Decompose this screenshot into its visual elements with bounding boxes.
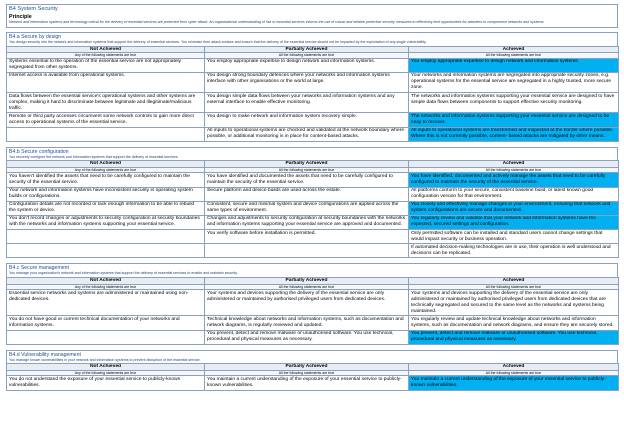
section-title: B4.d Vulnerability management [9, 351, 81, 358]
caf-document [6, 4, 618, 396]
criteria-table [6, 160, 619, 258]
table-row [7, 187, 619, 201]
not-achieved-rule: Any of the following statements are true [7, 53, 205, 58]
not-achieved-cell [7, 244, 205, 258]
section-1 [6, 147, 618, 259]
achieved-cell: All inputs to operational systems are transformed and inspected at the border where possible. Where this is not currently possible, content- based attacks are mitigated by other means. [409, 127, 619, 141]
achieved-cell: You regularly review and validate that your network and information systems have the expected, secured settings and configuration. [409, 215, 619, 229]
partially-achieved-rule: All the following statements are true [205, 53, 409, 58]
table-row [7, 376, 619, 390]
partially-achieved-rule: All the following statements are true [205, 284, 409, 289]
table-row [7, 58, 619, 72]
partially-achieved-cell: All inputs to operational systems are checked and validated at the network boundary where possible, or additional monitoring is in place for content-based attacks. [205, 127, 409, 141]
table-row [7, 290, 619, 316]
table-row [7, 330, 619, 344]
column-subheader-row [7, 167, 619, 172]
partially-achieved-cell: You design strong boundary defences where your networks and information systems interface with other organisations or the world at large. [205, 72, 409, 92]
principle-text: Network and information systems and technology critical for the delivery of essential services are protected from cyber attack. An organisational understanding of risk to essential services informs the use of robust and reliable protective security measures to effectively limit opportunities for attackers to compromise networks and systems. [9, 20, 545, 24]
section-header [6, 32, 618, 46]
partially-achieved-rule: All the following statements are true [205, 370, 409, 375]
column-subheader-row [7, 53, 619, 58]
column-header-row [7, 278, 619, 285]
section-3 [6, 350, 618, 391]
partially-achieved-header: Partially Achieved [205, 161, 409, 168]
column-header-row [7, 46, 619, 53]
partially-achieved-header: Partially Achieved [205, 46, 409, 53]
achieved-cell: Your networks and information systems are segregated into appropriate security zones, e.g. operational systems for the essential service are segregated in a highly trusted, more secure zone. [409, 72, 619, 92]
column-subheader-row [7, 284, 619, 289]
achieved-header: Achieved [409, 278, 619, 285]
principle-header [6, 4, 618, 28]
partially-achieved-cell [205, 244, 409, 258]
not-achieved-cell [7, 330, 205, 344]
achieved-cell: You maintain a current understanding of the exposure of your essential service to publicly-known vulnerabilities. [409, 376, 619, 390]
section-title: B4.c Secure management [9, 265, 69, 272]
not-achieved-cell: Internet access is available from operational systems. [7, 72, 205, 92]
table-row [7, 230, 619, 244]
not-achieved-cell: Systems essential to the operation of the essential service are not appropriately segregated from other systems. [7, 58, 205, 72]
not-achieved-cell: Data flows between the essential service's operational systems and other systems are complex, making it hard to discriminate between legitimate and illegitimate/malicious traffic. [7, 93, 205, 113]
not-achieved-rule: Any of the following statements are true [7, 284, 205, 289]
partially-achieved-header: Partially Achieved [205, 364, 409, 371]
section-0 [6, 32, 618, 142]
column-subheader-row [7, 370, 619, 375]
section-description: You securely configure the network and information systems that support the delivery of essential services. [9, 154, 179, 159]
partially-achieved-cell: You employ appropriate expertise to design network and information systems. [205, 58, 409, 72]
section-header [6, 263, 618, 277]
partially-achieved-cell: You design to make network and information system recovery simple. [205, 113, 409, 127]
column-header-row [7, 364, 619, 371]
achieved-cell: You employ appropriate expertise to design network and information systems. [409, 58, 619, 72]
section-title: B4.a Secure by design [9, 34, 62, 40]
achieved-cell: All platforms conform to your secure, consistent baseline build, or latest known good configuration version for that environment. [409, 187, 619, 201]
achieved-cell: You regularly review and update technical knowledge about networks and information systems, such as documentation and network diagrams, and ensure they are securely stored. [409, 316, 619, 330]
achieved-rule: All the following statements are true [409, 370, 619, 375]
table-row [7, 316, 619, 330]
principle-title: B4 System Security [9, 6, 58, 12]
not-achieved-rule: Any of the following statements are true [7, 370, 205, 375]
table-row [7, 127, 619, 141]
achieved-cell: Your systems and devices supporting the delivery of the essential service are only administered or maintained by authorised privileged users from dedicated devices that are technically segregated and secured to the same level as the networks and systems being maintained. [409, 290, 619, 316]
table-row [7, 72, 619, 92]
not-achieved-cell: Essential service networks and systems are administered or maintained using non-dedicated devices. [7, 290, 205, 316]
table-row [7, 113, 619, 127]
section-title: B4.b Secure configuration [9, 148, 69, 155]
not-achieved-cell: You haven't identified the assets that need to be carefully configured to maintain the security of the essential service. [7, 173, 205, 187]
column-header-row [7, 161, 619, 168]
principle-heading: Principle [9, 14, 32, 20]
achieved-cell: You closely and effectively manage changes in your environment, ensuring that network and system configurations are secure and documented. [409, 201, 619, 215]
criteria-table [6, 363, 619, 390]
not-achieved-header: Not Achieved [7, 278, 205, 285]
achieved-header: Achieved [409, 161, 619, 168]
not-achieved-cell: You don't record changes or adjustments to security configuration at security boundaries with the networks and information systems supporting your essential service. [7, 215, 205, 229]
table-row [7, 215, 619, 229]
not-achieved-cell: Configuration details are not recorded or lack enough information to be able to rebuild the system or device. [7, 201, 205, 215]
not-achieved-cell [7, 127, 205, 141]
partially-achieved-cell: You prevent, detect and remove malware or unauthorised software. You use technical, procedural and physical measures as necessary. [205, 330, 409, 344]
section-description: You manage your organisation's network and information systems that support the delivery of essential services to enable and maintain security. [9, 271, 238, 276]
achieved-cell: You have identified, documented and actively manage the assets that need to be carefully configured to maintain the security of the essential service. [409, 173, 619, 187]
not-achieved-header: Not Achieved [7, 364, 205, 371]
partially-achieved-cell: Consistent, secure and minimal system and device configurations are applied across the same types of environment. [205, 201, 409, 215]
table-row [7, 244, 619, 258]
not-achieved-cell: Remote or third party accesses circumvent some network controls to gain more direct access to operational systems of the essential service. [7, 113, 205, 127]
achieved-cell: Only permitted software can be installed and standard users cannot change settings that would impact security or business operation. [409, 230, 619, 244]
partially-achieved-cell: Secure platform and device builds are used across the estate. [205, 187, 409, 201]
not-achieved-rule: Any of the following statements are true [7, 167, 205, 172]
partially-achieved-cell: You verify software before installation is permitted. [205, 230, 409, 244]
partially-achieved-header: Partially Achieved [205, 278, 409, 285]
not-achieved-cell: Your network and information systems have inconsistent security in operating system builds or configurations. [7, 187, 205, 201]
achieved-rule: All the following statements are true [409, 167, 619, 172]
achieved-cell: If automated decision-making technologies are in use, their operation is well understood and decisions can be replicated. [409, 244, 619, 258]
not-achieved-header: Not Achieved [7, 46, 205, 53]
not-achieved-cell: You do not understand the exposure of your essential service to publicly-known vulnerabilities. [7, 376, 205, 390]
section-description: You design security into the network and information systems that support the delivery of essential services. You minimise their attack surface and ensure that the delivery of the essential service should not be impacted by the exploitation of any single vulnerability. [9, 40, 427, 44]
achieved-cell: You prevent, detect and remove malware or unauthorised software. You use technical, procedural and physical measures as necessary. [409, 330, 619, 344]
partially-achieved-cell: Your systems and devices supporting the delivery of the essential service are only administered or maintained by authorised privileged users from dedicated devices. [205, 290, 409, 316]
not-achieved-cell [7, 230, 205, 244]
achieved-header: Achieved [409, 364, 619, 371]
criteria-table [6, 277, 619, 345]
table-row [7, 201, 619, 215]
section-header [6, 350, 618, 364]
achieved-rule: All the following statements are true [409, 53, 619, 58]
partially-achieved-cell: Technical knowledge about networks and information systems, such as documentation and network diagrams, is regularly reviewed and updated. [205, 316, 409, 330]
partially-achieved-cell: You design simple data flows between your networks and information systems and any external interface to enable effective monitoring. [205, 93, 409, 113]
not-achieved-cell: You do not have good or current technical documentation of your networks and information systems. [7, 316, 205, 330]
partially-achieved-cell: You have identified and documented the assets that need to be carefully configured to maintain the security of the essential service. [205, 173, 409, 187]
criteria-table [6, 46, 619, 142]
sections-container [6, 32, 618, 391]
table-row [7, 173, 619, 187]
not-achieved-header: Not Achieved [7, 161, 205, 168]
achieved-header: Achieved [409, 46, 619, 53]
partially-achieved-cell: Changes and adjustments to security configuration at security boundaries with the networks and information systems supporting your essential service are approved and documented. [205, 215, 409, 229]
section-header [6, 147, 618, 161]
partially-achieved-cell: You maintain a current understanding of the exposure of your essential service to publicly-known vulnerabilities. [205, 376, 409, 390]
achieved-rule: All the following statements are true [409, 284, 619, 289]
partially-achieved-rule: All the following statements are true [205, 167, 409, 172]
achieved-cell: The networks and information systems supporting your essential service are designed to be easy to recover. [409, 113, 619, 127]
achieved-cell: The networks and information systems supporting your essential service are designed to have simple data flows between components to support effective security monitoring. [409, 93, 619, 113]
section-description: You manage known vulnerabilities in your network and information systems to prevent disruption of the essential service. [9, 357, 201, 362]
section-2 [6, 263, 618, 344]
table-row [7, 93, 619, 113]
